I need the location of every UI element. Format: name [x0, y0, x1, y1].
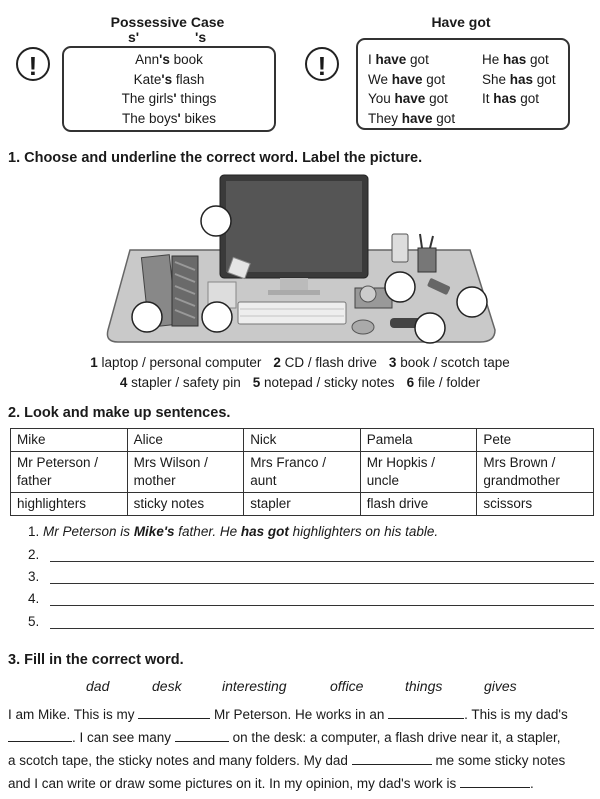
- got: got: [533, 71, 556, 87]
- have-got-box: [356, 38, 570, 130]
- possessive-ending: ': [173, 91, 177, 106]
- example-number: 1.: [28, 524, 40, 539]
- answer-line[interactable]: [50, 561, 594, 562]
- paragraph-text: .: [530, 776, 534, 791]
- option-number: 2: [273, 355, 281, 370]
- family-table: [10, 428, 594, 516]
- option-choices[interactable]: book / scotch tape: [400, 355, 510, 370]
- pronoun: He: [482, 52, 504, 67]
- relative-cell: Mrs Brown / grandmother: [477, 452, 594, 493]
- exclamation-icon: !: [305, 47, 339, 81]
- answer-line[interactable]: [50, 583, 594, 584]
- verb: has: [509, 71, 534, 87]
- name-cell: Mike: [11, 429, 128, 452]
- table-row: [11, 429, 594, 452]
- have-got-example: [368, 109, 455, 129]
- possessive-noun: Ann: [135, 52, 160, 67]
- possessive-sub-apostrophe-s: 's: [195, 29, 207, 45]
- answer-blank[interactable]: [352, 752, 432, 765]
- name-cell: Pamela: [360, 429, 477, 452]
- option-choices[interactable]: file / folder: [417, 375, 481, 390]
- pronoun: They: [368, 110, 402, 126]
- possessive-ending: ': [177, 110, 181, 126]
- possessive-noun: The girls: [121, 91, 174, 106]
- answer-line[interactable]: [50, 605, 594, 606]
- paragraph-text: I am Mike. This is my: [8, 707, 139, 722]
- pronoun: She: [482, 71, 510, 87]
- option-choices[interactable]: CD / flash drive: [284, 355, 377, 370]
- possessive-noun: The boys: [121, 110, 178, 126]
- exclamation-icon: !: [16, 47, 50, 81]
- possessive-box: [62, 46, 276, 132]
- exercise-1-title: 1. Choose and underline the correct word. Label the picture.: [8, 150, 423, 166]
- exercise-3-title: 3. Fill in the correct word.: [8, 652, 184, 668]
- fill-paragraph-line-4: [8, 775, 598, 791]
- example-text-c: father. He: [174, 524, 241, 539]
- answer-blank[interactable]: [175, 729, 229, 742]
- option-number: 1: [90, 355, 98, 370]
- option-choices[interactable]: laptop / personal computer: [101, 355, 262, 370]
- word-bank-item: desk: [152, 678, 182, 694]
- got: got: [425, 91, 448, 106]
- options-line-2: [0, 375, 600, 390]
- answer-line-number: 2.: [28, 547, 40, 562]
- got: got: [432, 110, 456, 126]
- paragraph-text: and I can write or draw some pictures on it. In my opinion, my dad's work is: [8, 776, 461, 791]
- paragraph-text: on the desk: a computer, a flash drive near it, a stapler,: [228, 730, 561, 745]
- verb: have: [401, 110, 433, 126]
- example-sentence: [28, 524, 438, 539]
- word-bank-item: gives: [484, 678, 517, 694]
- name-cell: Nick: [244, 429, 361, 452]
- got: got: [422, 71, 446, 87]
- fill-paragraph-line-2: [8, 729, 598, 745]
- answer-blank[interactable]: [138, 706, 210, 719]
- name-cell: Alice: [127, 429, 244, 452]
- option-item: [273, 355, 377, 370]
- have-got-example: [368, 89, 455, 109]
- verb: has: [493, 91, 517, 106]
- desk-illustration: [100, 170, 500, 350]
- option-number: 4: [119, 375, 128, 390]
- pronoun: We: [368, 71, 392, 87]
- option-number: 3: [388, 355, 397, 370]
- answer-blank[interactable]: [388, 706, 464, 719]
- option-item: [120, 375, 241, 390]
- example-text-a: Mr Peterson is: [43, 524, 134, 539]
- option-item: [253, 375, 395, 390]
- have-got-example: [368, 70, 455, 90]
- paragraph-text: me some sticky notes: [431, 753, 566, 768]
- possessive-object: things: [176, 91, 217, 106]
- item-cell: highlighters: [11, 493, 128, 516]
- relative-cell: Mrs Wilson / mother: [127, 452, 244, 493]
- pronoun: It: [482, 91, 494, 106]
- relative-cell: Mrs Franco / aunt: [244, 452, 361, 493]
- option-choices[interactable]: notepad / sticky notes: [263, 375, 395, 390]
- option-item: [389, 355, 510, 370]
- verb: have: [391, 71, 423, 87]
- have-got-title: Have got: [431, 14, 491, 30]
- verb: have: [394, 91, 426, 106]
- option-choices[interactable]: stapler / safety pin: [131, 375, 241, 390]
- word-bank-item: dad: [86, 678, 110, 694]
- answer-line-number: 4.: [28, 591, 40, 606]
- example-text-e: highlighters on his table.: [288, 524, 439, 539]
- fill-paragraph-line-3: [8, 752, 598, 768]
- table-row: [11, 452, 594, 493]
- paragraph-text: Mr Peterson. He works in an: [210, 707, 389, 722]
- possessive-noun: Kate: [133, 71, 162, 87]
- item-cell: flash drive: [360, 493, 477, 516]
- options-line-1: [0, 355, 600, 370]
- possessive-ending: 's: [159, 52, 170, 67]
- item-cell: stapler: [244, 493, 361, 516]
- option-item: [90, 355, 261, 370]
- example-text-b: Mike's: [133, 524, 175, 539]
- possessive-object: flash: [172, 71, 205, 87]
- relative-cell: Mr Hopkis / uncle: [360, 452, 477, 493]
- paragraph-text: . This is my dad's: [464, 707, 568, 722]
- option-number: 5: [252, 375, 261, 390]
- name-cell: Pete: [477, 429, 594, 452]
- got: got: [516, 91, 540, 106]
- answer-blank[interactable]: [8, 729, 72, 742]
- answer-line[interactable]: [50, 628, 594, 629]
- word-bank-item: things: [405, 678, 443, 694]
- have-got-example: [482, 89, 556, 109]
- possessive-object: bikes: [180, 110, 217, 126]
- verb: have: [375, 52, 407, 67]
- pronoun: I: [368, 52, 376, 67]
- verb: has: [503, 52, 527, 67]
- possessive-sub-s-apostrophe: s': [128, 29, 140, 45]
- table-row: [11, 493, 594, 516]
- option-number: 6: [406, 375, 415, 390]
- relative-cell: Mr Peterson / father: [11, 452, 128, 493]
- answer-line-number: 5.: [28, 614, 40, 629]
- got: got: [406, 52, 429, 67]
- possessive-title: Possessive Case: [110, 14, 225, 30]
- possessive-object: book: [169, 52, 203, 67]
- got: got: [526, 52, 549, 67]
- possessive-example: [64, 109, 274, 129]
- paragraph-text: . I can see many: [72, 730, 175, 745]
- answer-line-number: 3.: [28, 569, 40, 584]
- possessive-example: [64, 89, 274, 109]
- possessive-example: [64, 50, 274, 70]
- word-bank-item: interesting: [222, 678, 287, 694]
- have-got-example: [482, 70, 556, 90]
- answer-blank[interactable]: [460, 775, 530, 788]
- item-cell: scissors: [477, 493, 594, 516]
- word-bank-item: office: [330, 678, 364, 694]
- option-item: [407, 375, 481, 390]
- paragraph-text: a scotch tape, the sticky notes and many folders. My dad: [8, 753, 352, 768]
- have-got-example: [368, 50, 455, 70]
- have-got-example: [482, 50, 556, 70]
- example-text-d: has got: [240, 524, 289, 539]
- exercise-2-title: 2. Look and make up sentences.: [8, 405, 231, 421]
- possessive-example: [64, 70, 274, 90]
- possessive-ending: 's: [161, 71, 173, 87]
- item-cell: sticky notes: [127, 493, 244, 516]
- pronoun: You: [368, 91, 395, 106]
- fill-paragraph-line-1: [8, 706, 598, 722]
